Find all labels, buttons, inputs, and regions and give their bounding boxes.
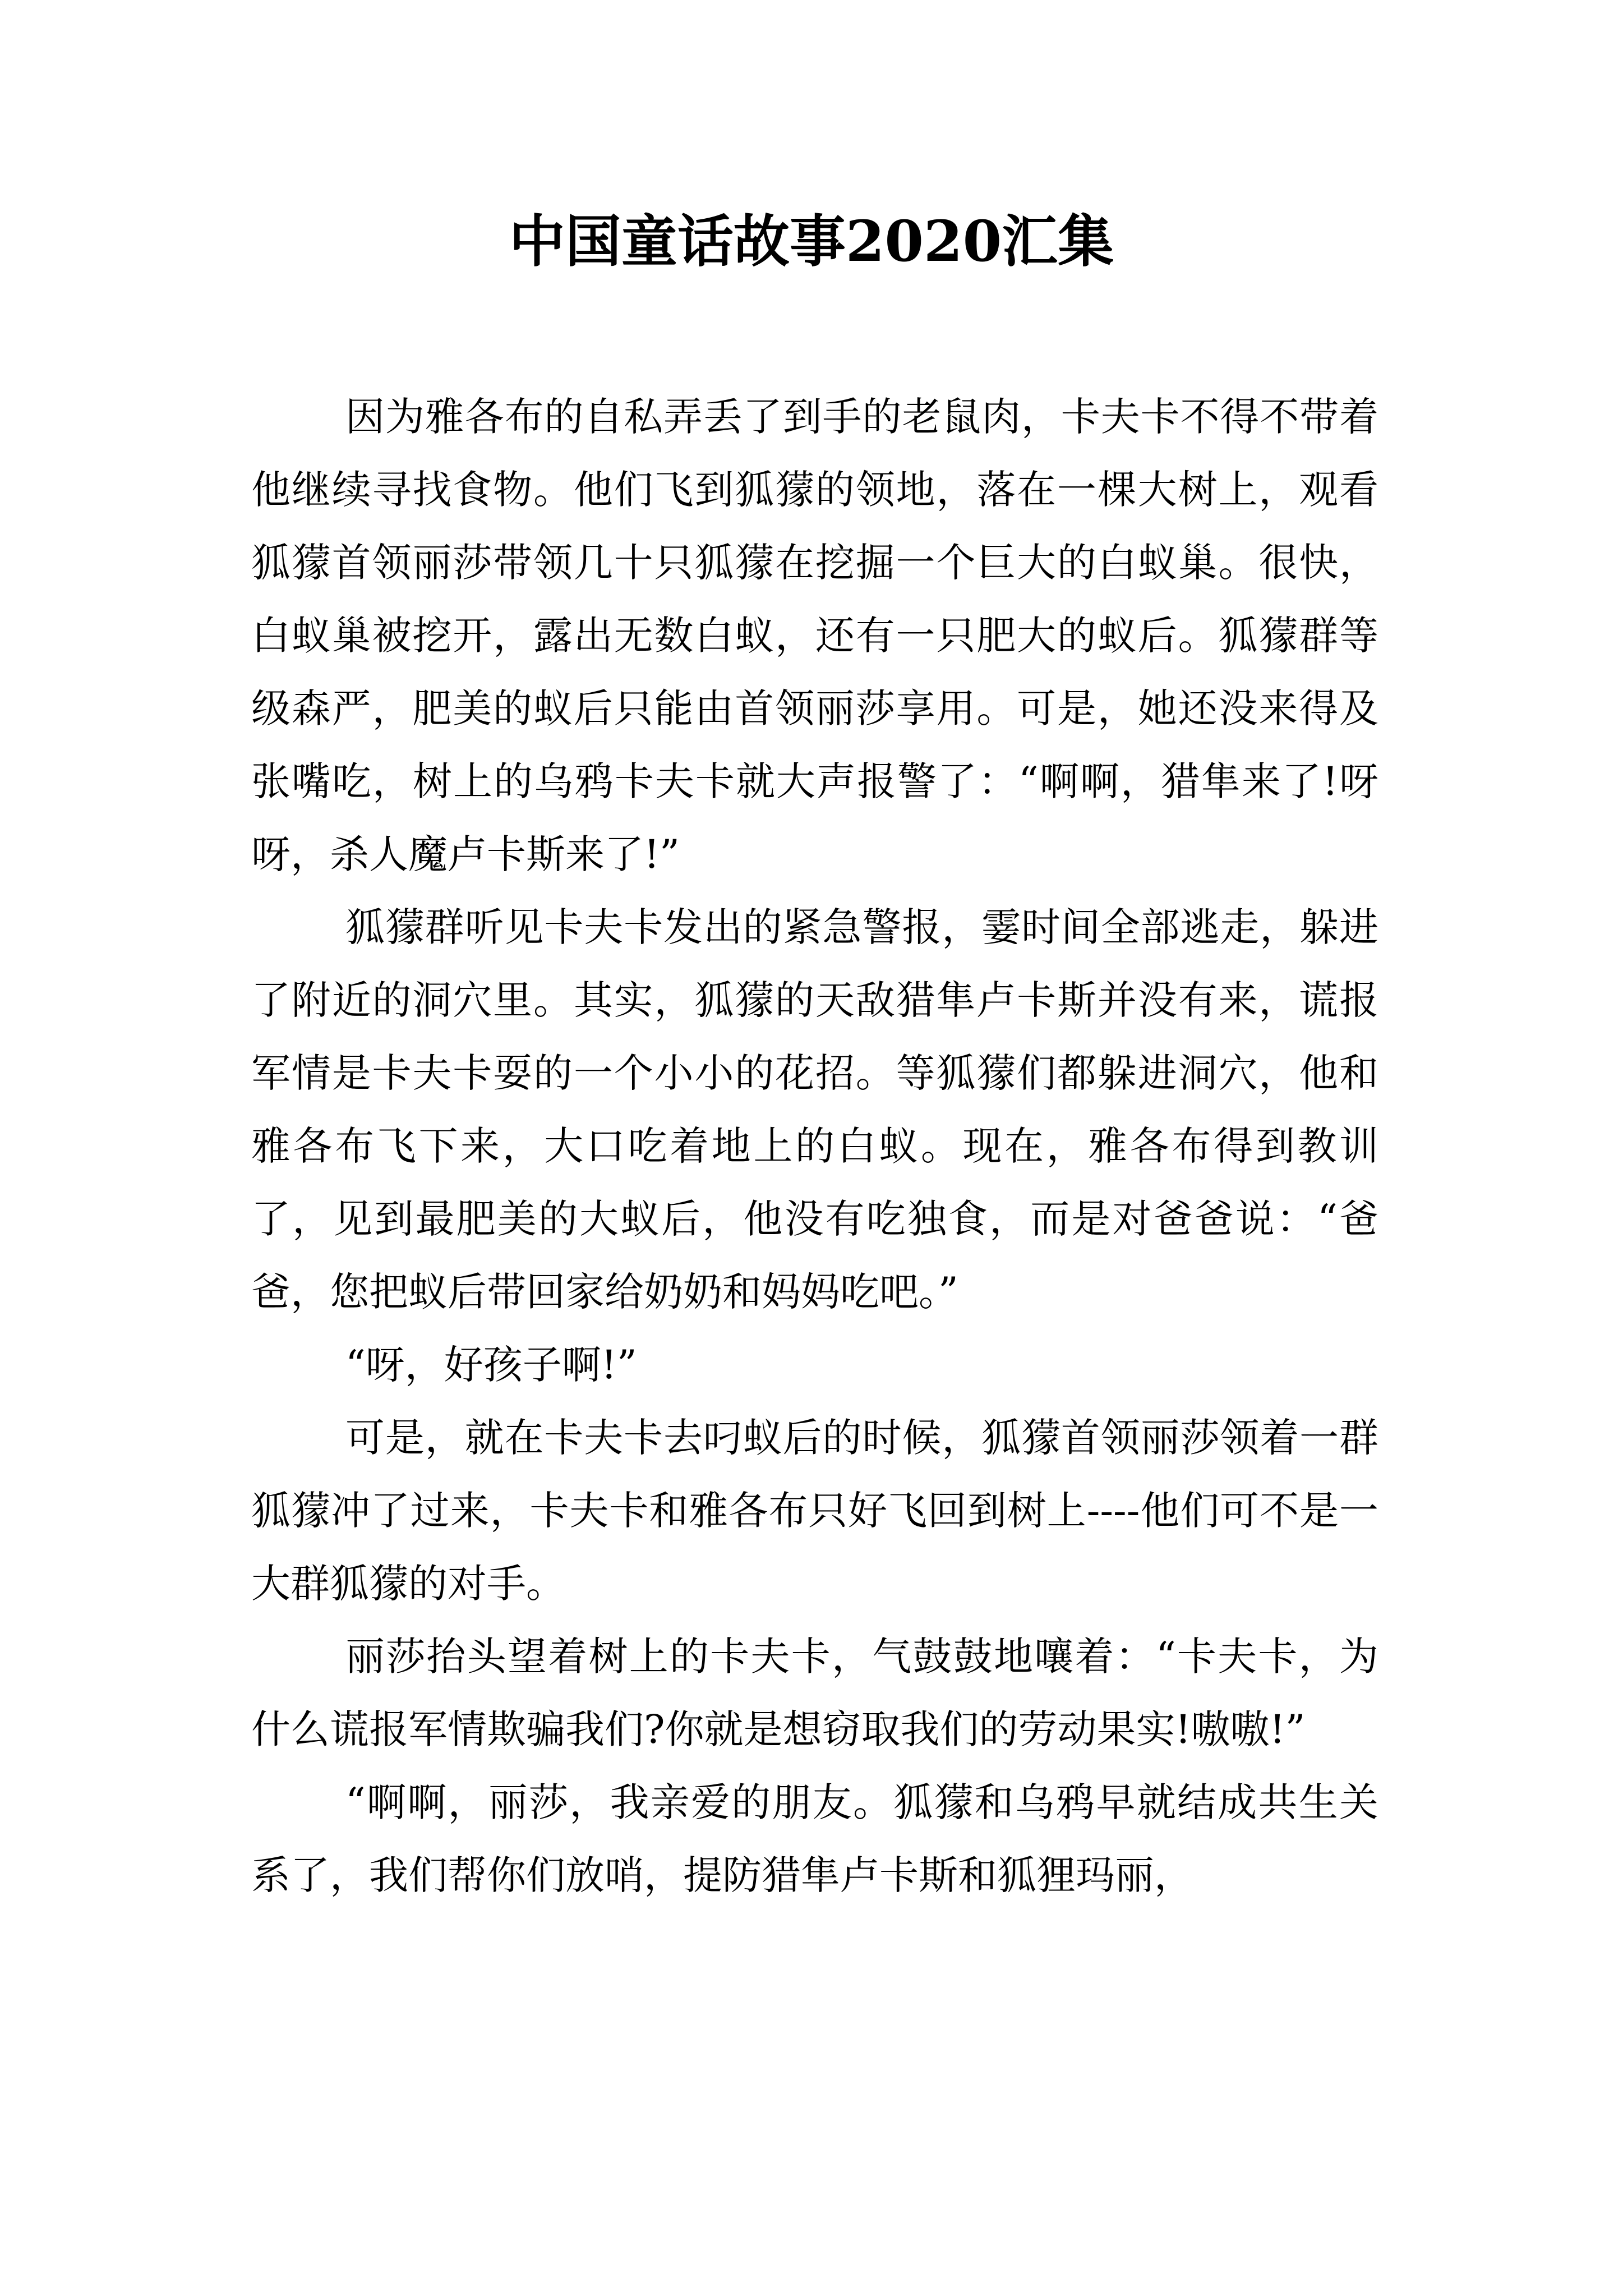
paragraph: “呀，好孩子啊!” <box>345 1342 637 1388</box>
paragraph: “啊啊，丽莎，我亲爱的朋友。狐獴和乌鸦早就结成共生关系了，我们帮你们放哨，提防猎隼卢卡斯和狐狸玛丽， <box>251 1779 1378 1898</box>
document-body <box>251 380 1378 1912</box>
paragraph: 狐獴群听见卡夫卡发出的紧急警报，霎时间全部逃走，躲进了附近的洞穴里。其实，狐獴的天敌猎隼卢卡斯并没有来，谎报军情是卡夫卡耍的一个小小的花招。等狐獴们都躲进洞穴，他和雅各布飞下来，大口吃着地上的白蚁。现在，雅各布得到教训了，见到最肥美的大蚁后，他没有吃独食，而是对爸爸说：“爸爸，您把蚁后带回家给奶奶和妈妈吃吧。” <box>251 904 1378 1315</box>
paragraph: 丽莎抬头望着树上的卡夫卡，气鼓鼓地嚷着：“卡夫卡，为什么谎报军情欺骗我们?你就是想窃取我们的劳动果实!嗷嗷!” <box>251 1634 1378 1752</box>
paragraph: 可是，就在卡夫卡去叼蚁后的时候，狐獴首领丽莎领着一群狐獴冲了过来，卡夫卡和雅各布只好飞回到树上----他们可不是一大群狐獴的对手。 <box>251 1415 1378 1607</box>
paragraph: 因为雅各布的自私弄丢了到手的老鼠肉，卡夫卡不得不带着他继续寻找食物。他们飞到狐獴的领地，落在一棵大树上，观看狐獴首领丽莎带领几十只狐獴在挖掘一个巨大的白蚁巢。很快，白蚁巢被挖开，露出无数白蚁，还有一只肥大的蚁后。狐獴群等级森严，肥美的蚁后只能由首领丽莎享用。可是，她还没来得及张嘴吃，树上的乌鸦卡夫卡就大声报警了：“啊啊，猎隼来了!呀呀，杀人魔卢卡斯来了!” <box>251 394 1378 877</box>
document-title: 中国童话故事2020汇集 <box>509 208 1114 274</box>
